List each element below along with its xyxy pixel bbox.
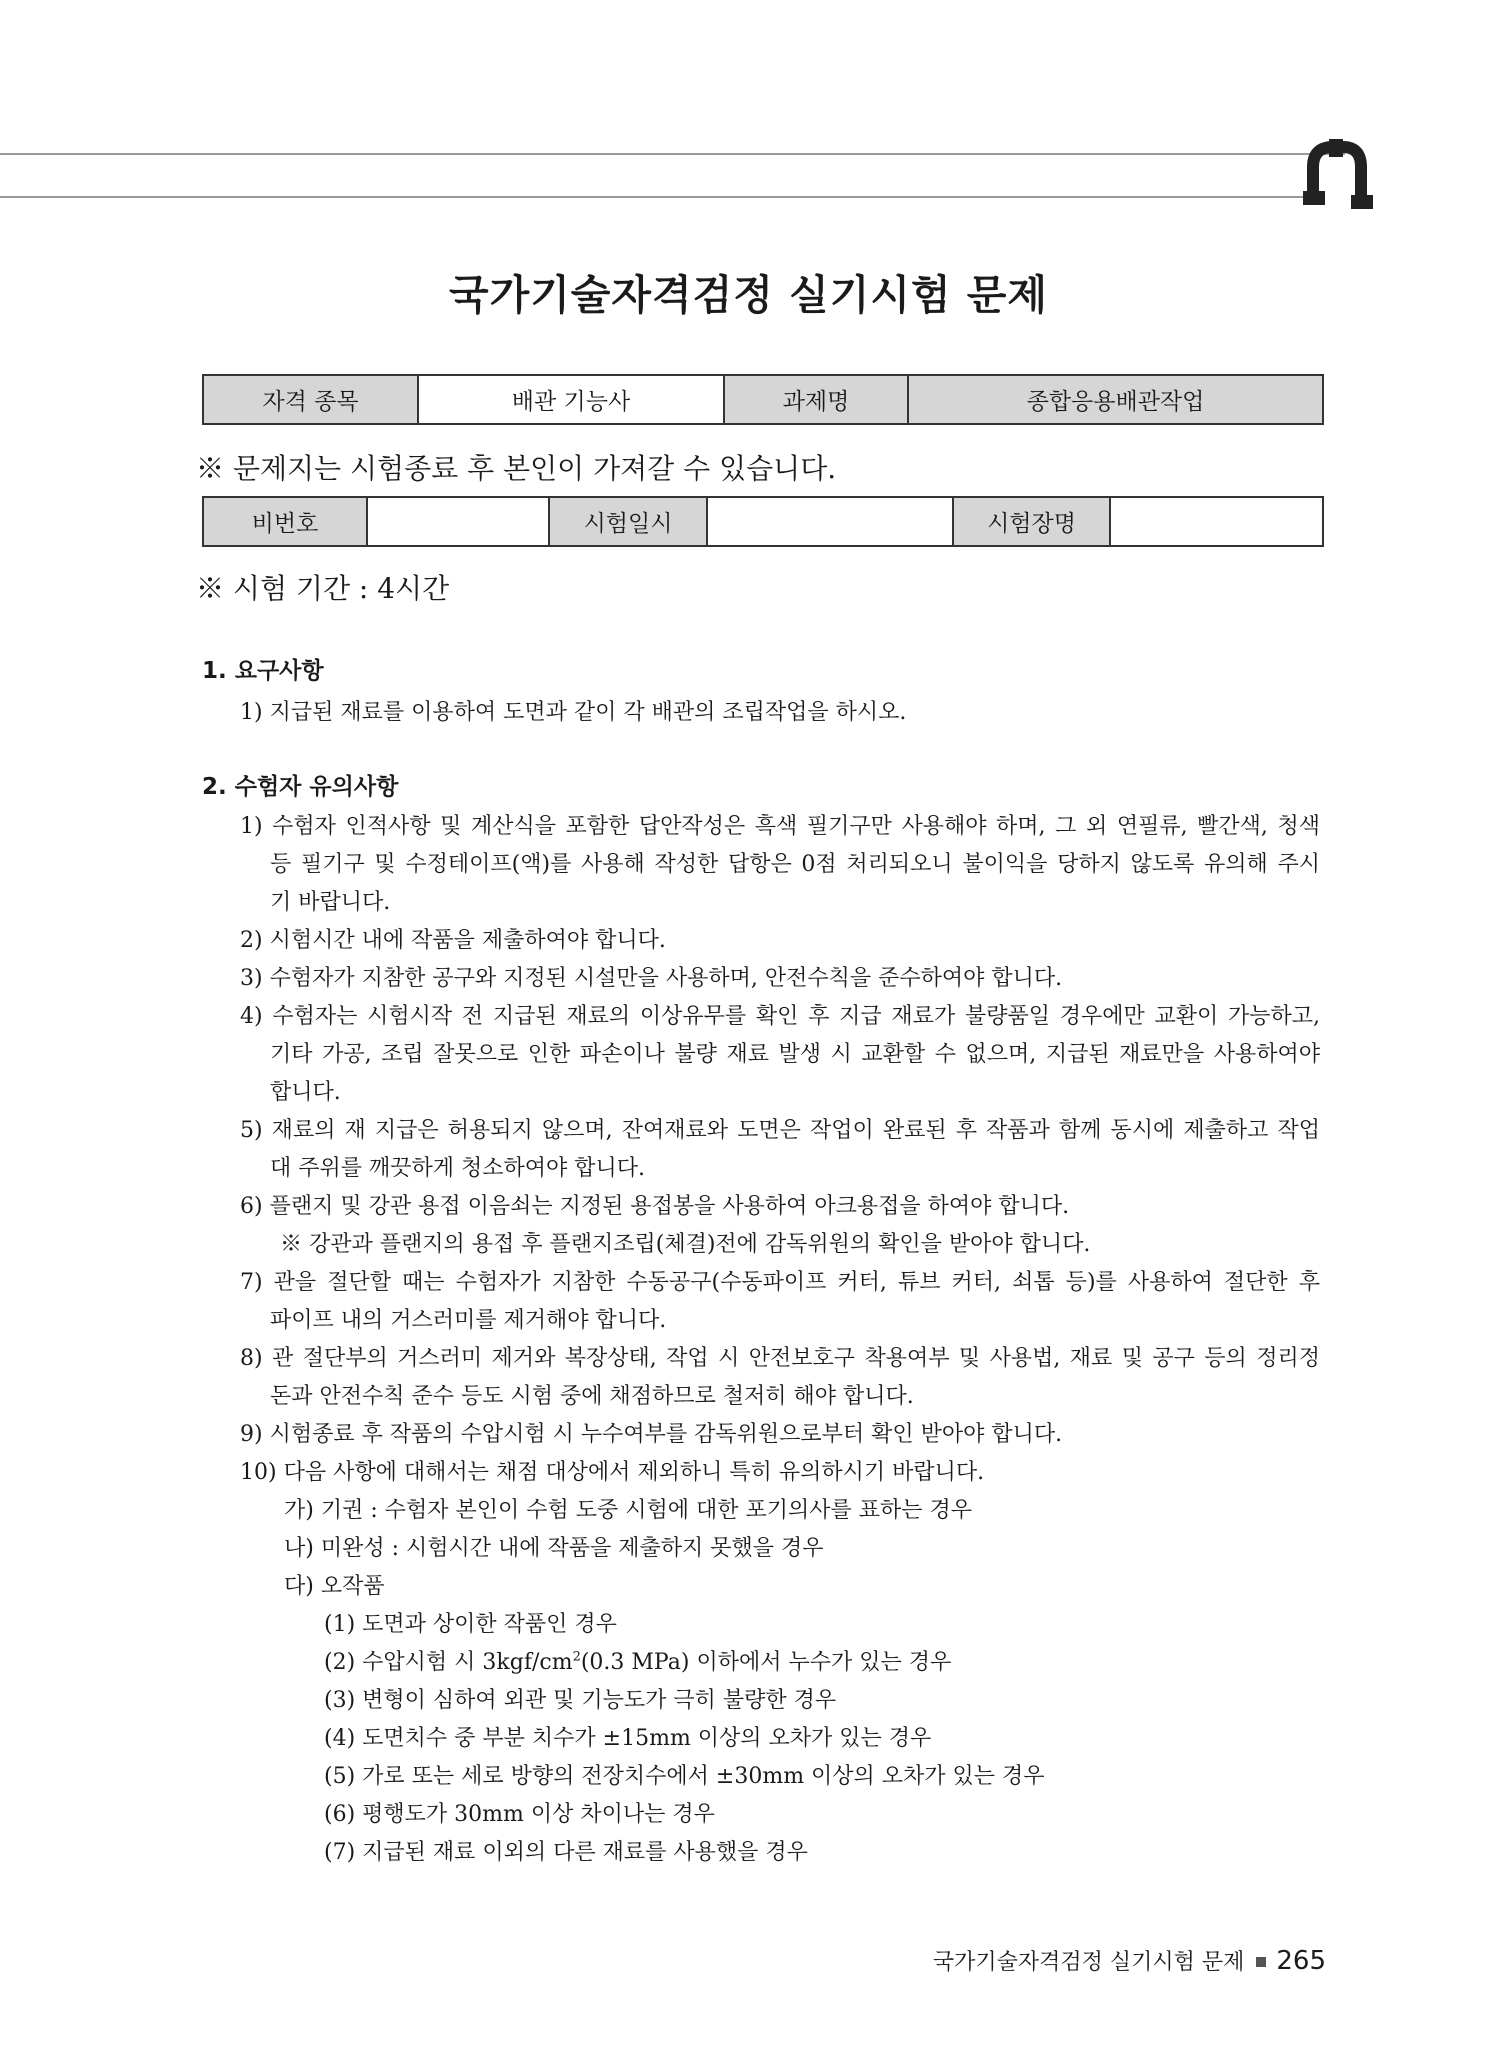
pipe-icon <box>1303 137 1373 209</box>
precaution-subitem: 나) 미완성 : 시험시간 내에 작품을 제출하지 못했을 경우 <box>284 1536 824 1561</box>
precaution-line: 7) 관을 절단할 때는 수험자가 지참한 수동공구(수동파이프 커터, 튜브 커터, 쇠톱 등)를 사용하여 절단한 후 <box>240 1270 1320 1295</box>
precaution-line: 8) 관 절단부의 거스러미 제거와 복장상태, 작업 시 안전보호구 착용여부 및 사용법, 재료 및 공구 등의 정리정 <box>240 1346 1320 1371</box>
section-heading-requirements: 1. 요구사항 <box>202 658 324 684</box>
superscript: 2 <box>572 1649 581 1665</box>
qualification-table <box>202 374 1324 425</box>
exam-place-value <box>1110 497 1323 546</box>
square-bullet-icon <box>1256 1957 1266 1967</box>
qualification-value: 배관 기능사 <box>418 375 724 424</box>
precaution-line: 6) 플랜지 및 강관 용접 이음쇠는 지정된 용접봉을 사용하여 아크용접을 하여야 합니다. <box>240 1194 1070 1219</box>
exam-datetime-value <box>707 497 953 546</box>
precaution-line: 대 주위를 깨끗하게 청소하여야 합니다. <box>270 1156 645 1181</box>
precaution-line: 파이프 내의 거스러미를 제거해야 합니다. <box>270 1308 667 1333</box>
precaution-line: 등 필기구 및 수정테이프(액)를 사용해 작성한 답항은 0점 처리되오니 불이익을 당하지 않도록 유의해 주시 <box>270 852 1320 877</box>
exam-number-label: 비번호 <box>203 497 367 546</box>
exam-info-table <box>202 496 1324 547</box>
exam-number-value <box>367 497 549 546</box>
precaution-line: 돈과 안전수칙 준수 등도 시험 중에 채점하므로 철저히 해야 합니다. <box>270 1384 914 1409</box>
defect-item: (4) 도면치수 중 부분 치수가 ±15mm 이상의 오차가 있는 경우 <box>324 1726 932 1751</box>
exam-place-label: 시험장명 <box>953 497 1110 546</box>
task-value: 종합응용배관작업 <box>908 375 1323 424</box>
precaution-line: 기 바랍니다. <box>270 890 391 915</box>
defect-item-text: (2) 수압시험 시 3kgf/cm <box>324 1650 573 1675</box>
defect-item: (1) 도면과 상이한 작품인 경우 <box>324 1612 617 1637</box>
precaution-line: 합니다. <box>270 1080 341 1105</box>
task-label: 과제명 <box>724 375 908 424</box>
footer-text: 국가기술자격검정 실기시험 문제 <box>932 1950 1245 1975</box>
precaution-line: 2) 시험시간 내에 작품을 제출하여야 합니다. <box>240 928 666 953</box>
requirement-item: 1) 지급된 재료를 이용하여 도면과 같이 각 배관의 조립작업을 하시오. <box>240 700 907 725</box>
header-rule-top <box>0 153 1345 155</box>
precaution-line: 5) 재료의 재 지급은 허용되지 않으며, 잔여재료와 도면은 작업이 완료된 후 작품과 함께 동시에 제출하고 작업 <box>240 1118 1320 1143</box>
precaution-line: 기타 가공, 조립 잘못으로 인한 파손이나 불량 재료 발생 시 교환할 수 없으며, 지급된 재료만을 사용하여야 <box>270 1042 1320 1067</box>
precaution-line: 4) 수험자는 시험시작 전 지급된 재료의 이상유무를 확인 후 지급 재료가 불량품일 경우에만 교환이 가능하고, <box>240 1004 1320 1029</box>
defect-item: (6) 평행도가 30mm 이상 차이나는 경우 <box>324 1802 715 1827</box>
precaution-line: ※ 강관과 플랜지의 용접 후 플랜지조립(체결)전에 감독위원의 확인을 받아야 합니다. <box>280 1232 1091 1257</box>
section-heading-precautions: 2. 수험자 유의사항 <box>202 774 399 800</box>
defect-item <box>324 1649 951 1677</box>
precaution-subitem: 다) 오작품 <box>284 1574 385 1599</box>
take-home-notice: ※ 문제지는 시험종료 후 본인이 가져갈 수 있습니다. <box>196 452 837 485</box>
precaution-line: 9) 시험종료 후 작품의 수압시험 시 누수여부를 감독위원으로부터 확인 받아야 합니다. <box>240 1422 1063 1447</box>
precaution-line: 3) 수험자가 지참한 공구와 지정된 시설만을 사용하며, 안전수칙을 준수하여야 합니다. <box>240 966 1063 991</box>
defect-item: (7) 지급된 재료 이외의 다른 재료를 사용했을 경우 <box>324 1840 808 1865</box>
exam-duration: ※ 시험 기간 : 4시간 <box>196 572 450 605</box>
defect-item-text: (0.3 MPa) 이하에서 누수가 있는 경우 <box>580 1650 952 1675</box>
page-number: 265 <box>1276 1946 1326 1976</box>
page-title: 국가기술자격검정 실기시험 문제 <box>448 271 1049 319</box>
page-footer <box>0 1945 1326 1976</box>
precaution-line: 10) 다음 사항에 대해서는 채점 대상에서 제외하니 특히 유의하시기 바랍니다. <box>240 1460 985 1485</box>
qualification-label: 자격 종목 <box>203 375 418 424</box>
precaution-subitem: 가) 기권 : 수험자 본인이 수험 도중 시험에 대한 포기의사를 표하는 경우 <box>284 1498 972 1523</box>
precaution-line: 1) 수험자 인적사항 및 계산식을 포함한 답안작성은 흑색 필기구만 사용해야 하며, 그 외 연필류, 빨간색, 청색 <box>240 814 1320 839</box>
exam-datetime-label: 시험일시 <box>549 497 707 546</box>
header-rule-bottom <box>0 196 1315 198</box>
defect-item: (5) 가로 또는 세로 방향의 전장치수에서 ±30mm 이상의 오차가 있는 경우 <box>324 1764 1045 1789</box>
defect-item: (3) 변형이 심하여 외관 및 기능도가 극히 불량한 경우 <box>324 1688 837 1713</box>
